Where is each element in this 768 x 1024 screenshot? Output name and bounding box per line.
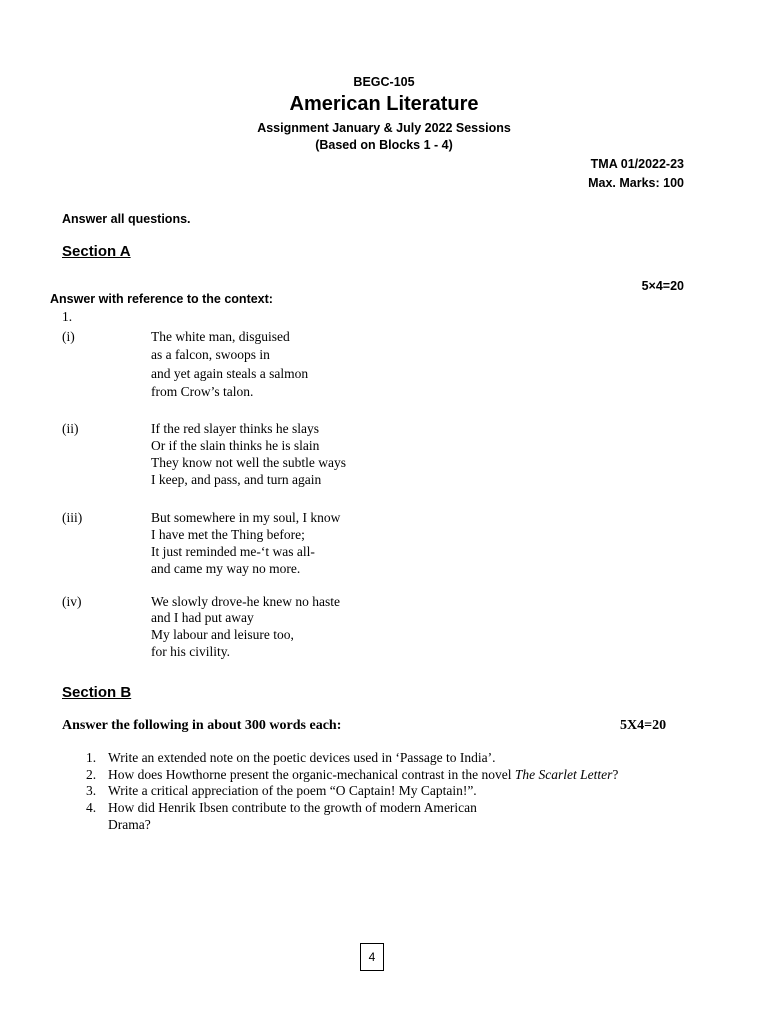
passage-label: (i) xyxy=(62,329,75,344)
section-a-marks: 5×4=20 xyxy=(641,279,684,293)
passage-line: and yet again steals a salmon xyxy=(151,366,309,381)
novel-title: The Scarlet Letter xyxy=(514,767,613,782)
passage-line: as a falcon, swoops in xyxy=(151,347,270,362)
passage-line: Or if the slain thinks he is slain xyxy=(151,438,320,453)
question-text: Write an extended note on the poetic devices used in ‘Passage to India’. xyxy=(108,750,496,765)
passage-line: and came my way no more. xyxy=(151,561,301,576)
passage-line: If the red slayer thinks he slays xyxy=(151,421,319,436)
question-number: 2. xyxy=(86,767,97,782)
passage-line: I keep, and pass, and turn again xyxy=(151,472,322,487)
passage-line: and I had put away xyxy=(151,610,254,625)
section-b-heading: Section B xyxy=(62,684,132,701)
passage-line: But somewhere in my soul, I know xyxy=(151,510,341,525)
passage-line: from Crow’s talon. xyxy=(151,384,254,399)
question-text: Write a critical appreciation of the poem “O Captain! My Captain!”. xyxy=(108,783,477,798)
question-number: 4. xyxy=(86,800,97,815)
tma-number: TMA 01/2022-23 xyxy=(590,157,684,171)
passage-label: (ii) xyxy=(62,421,79,436)
blocks-line: (Based on Blocks 1 - 4) xyxy=(315,138,453,152)
course-code: BEGC-105 xyxy=(353,75,415,89)
question-number: 3. xyxy=(86,783,97,798)
session-line: Assignment January & July 2022 Sessions xyxy=(257,121,511,135)
passage-line: They know not well the subtle ways xyxy=(151,455,346,470)
question-item xyxy=(86,767,619,783)
instructions: Answer all questions. xyxy=(62,212,191,226)
question-text: How did Henrik Ibsen contribute to the growth of modern American xyxy=(108,800,477,815)
max-marks: Max. Marks: 100 xyxy=(588,176,684,190)
question-number: 1. xyxy=(86,750,97,765)
question-text-continued: Drama? xyxy=(108,817,151,832)
passage-line: My labour and leisure too, xyxy=(151,627,294,642)
section-b-marks: 5X4=20 xyxy=(620,718,667,733)
question-number: 1. xyxy=(62,309,73,324)
page-number: 4 xyxy=(360,943,384,971)
section-a-prompt: Answer with reference to the context: xyxy=(50,292,273,306)
passage-label: (iv) xyxy=(62,594,82,609)
passage-label: (iii) xyxy=(62,510,83,525)
section-b-prompt: Answer the following in about 300 words each: xyxy=(62,718,342,733)
question-text: How does Howthorne present the organic-mechanical contrast in the novel The Scarlet Letter? xyxy=(108,767,619,782)
passage-line: I have met the Thing before; xyxy=(151,527,305,542)
passage-line: We slowly drove-he knew no haste xyxy=(151,594,340,609)
question-item xyxy=(86,783,477,799)
passage-line: for his civility. xyxy=(151,644,230,659)
document-title: American Literature xyxy=(289,93,479,115)
passage-line: It just reminded me-‘t was all- xyxy=(151,544,315,559)
question-item xyxy=(86,800,477,816)
passage-line: The white man, disguised xyxy=(151,329,290,344)
section-a-heading: Section A xyxy=(62,243,131,260)
question-item xyxy=(86,750,496,766)
